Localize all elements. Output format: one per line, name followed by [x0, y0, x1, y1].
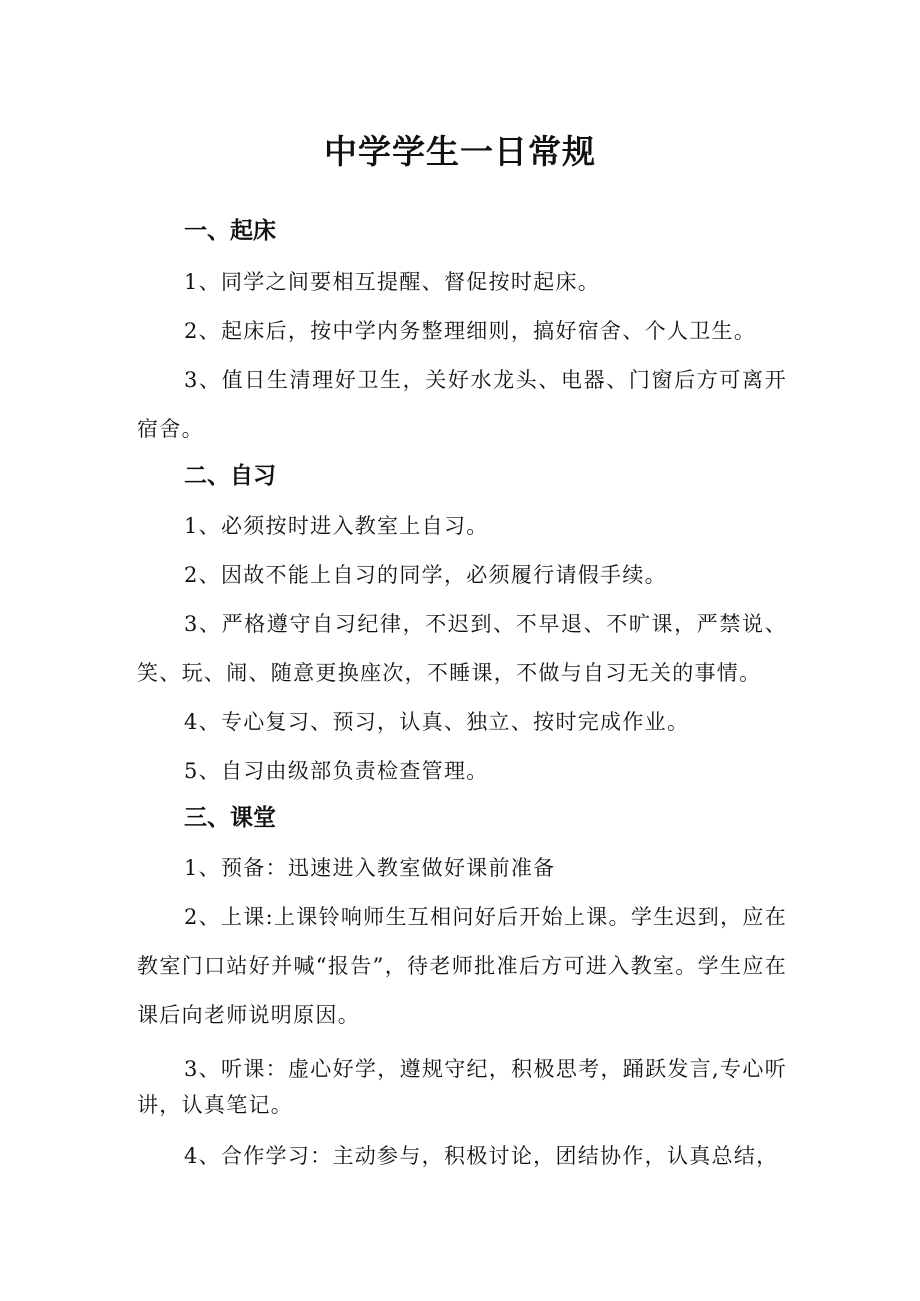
paragraph: 1、同学之间要相互提醒、督促按时起床。	[184, 270, 601, 294]
paragraph: 4、合作学习：主动参与，积极讨论，团结协作，认真总结，	[184, 1144, 779, 1168]
section-heading-classroom: 三、课堂	[184, 805, 276, 831]
section-heading-self-study: 二、自习	[184, 463, 276, 489]
paragraph: 4、专心复习、预习，认真、独立、按时完成作业。	[184, 710, 690, 734]
paragraph: 2、上课:上课铃响师生互相问好后开始上课。学生迟到，应在教室门口站好并喊“报告”，待老师批准后方可进入教室。学生应在课后向老师说明原因。	[137, 905, 787, 1027]
paragraph: 3、严格遵守自习纪律，不迟到、不早退、不旷课，严禁说、笑、玩、闹、随意更换座次，不睡课，不做与自习无关的事情。	[137, 612, 787, 685]
page-title: 中学学生一日常规	[324, 132, 596, 171]
paragraph: 1、必须按时进入教室上自习。	[184, 514, 489, 538]
section-heading-wake-up: 一、起床	[184, 218, 276, 244]
paragraph: 1、预备：迅速进入教室做好课前准备	[184, 856, 556, 880]
paragraph: 2、因故不能上自习的同学，必须履行请假手续。	[184, 563, 667, 587]
paragraph: 3、值日生清理好卫生，关好水龙头、电器、门窗后方可离开宿舍。	[137, 368, 787, 441]
paragraph: 3、听课：虚心好学，遵规守纪，积极思考，踊跃发言,专心听讲，认真笔记。	[137, 1057, 787, 1117]
paragraph: 2、起床后，按中学内务整理细则，搞好宿舍、个人卫生。	[184, 319, 757, 343]
paragraph: 5、自习由级部负责检查管理。	[184, 759, 489, 783]
